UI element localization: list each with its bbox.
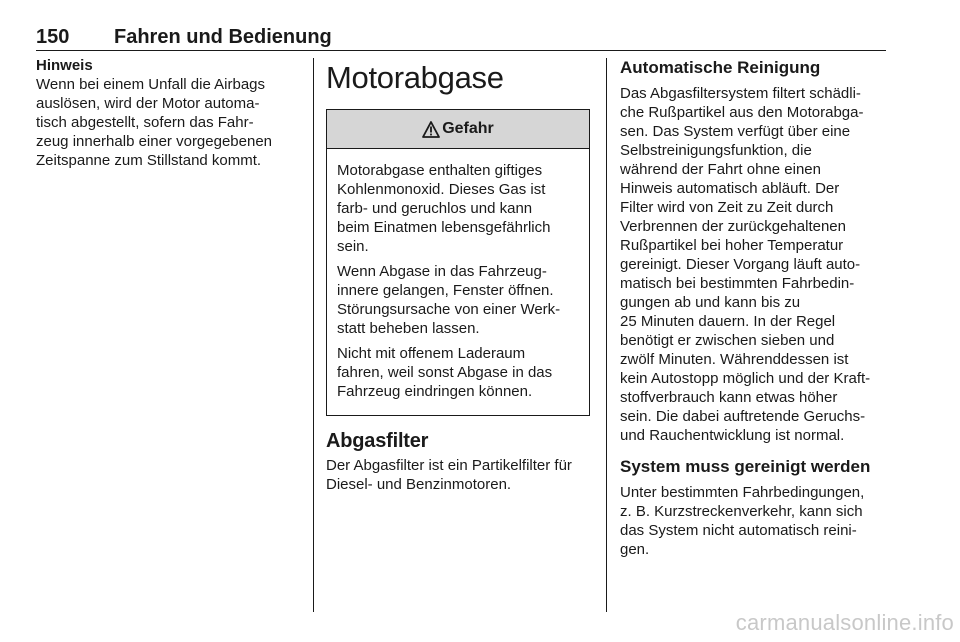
warning-triangle-icon: [422, 121, 440, 138]
watermark: carmanualsonline.info: [735, 610, 954, 635]
column-divider: [606, 58, 607, 612]
system-cleaning-text: Unter bestimmten Fahrbedingungen, z. B. Kurzstreckenverkehr, kann sich das System nicht automatisch reini- gen.: [620, 484, 865, 558]
automatic-cleaning-text: Das Abgasfiltersystem filtert schädli- che Rußpartikel aus den Motorabga- sen. Das System verfügt über eine Selbstreinigungsfunktion, die während der Fahrt ohne einen Hinweis automatisch abläuft. Der Filter wird von Zeit zu Zeit durch Verbrennen der zurückgehaltenen Rußpartikel bei hoher Temperatur gereinigt. Dieser Vorgang läuft auto- matisch bei bestimmten Fahrbedin- gungen ab und kann bis zu 25 Minuten dauern. In der Regel benötigt er zwischen sieben und zwölf Minuten. Währenddessen ist kein Autostopp möglich und der Kraft- stoffverbrauch kann etwas höher sein. Die dabei auftretende Geruchs- und Rauchentwicklung ist normal.: [620, 85, 871, 444]
column-left: [36, 58, 298, 170]
warning-paragraph: Motorabgase enthalten giftiges Kohlenmonoxid. Dieses Gas ist farb- und geruchlos und kann beim Einatmen lebensgefährlich sein.: [337, 162, 551, 255]
system-cleaning-heading: System muss gereinigt werden: [620, 457, 871, 476]
abgasfilter-heading: Abgasfilter: [326, 430, 429, 452]
warning-body: [327, 149, 589, 415]
column-divider: [313, 58, 314, 612]
abgasfilter-text: Der Abgasfilter ist ein Partikelfilter für Diesel- und Benzinmotoren.: [326, 457, 572, 493]
note-text: Wenn bei einem Unfall die Airbags auslösen, wird der Motor automa- tisch abgestellt, sofern das Fahr- zeug innerhalb einer vorgegebenen Zeitspanne zum Stillstand kommt.: [36, 76, 273, 169]
page-header: [36, 26, 886, 51]
danger-warning-box: [326, 109, 590, 416]
note-title: Hinweis: [36, 57, 93, 74]
column-middle: [326, 58, 592, 494]
column-right: [620, 58, 888, 559]
section-title: Fahren und Bedienung: [114, 26, 332, 48]
motorabgase-heading: Motorabgase: [326, 60, 504, 95]
warning-title: Gefahr: [442, 120, 494, 137]
warning-paragraph: Nicht mit offenem Laderaum fahren, weil sonst Abgase in das Fahrzeug eindringen können.: [337, 345, 553, 400]
warning-header: [327, 110, 589, 149]
automatic-cleaning-heading: Automatische Reinigung: [620, 58, 821, 77]
page-number: 150: [36, 26, 70, 48]
warning-paragraph: Wenn Abgase in das Fahrzeug- innere gelangen, Fenster öffnen. Störungsursache von einer Werk- statt beheben lassen.: [337, 263, 561, 337]
